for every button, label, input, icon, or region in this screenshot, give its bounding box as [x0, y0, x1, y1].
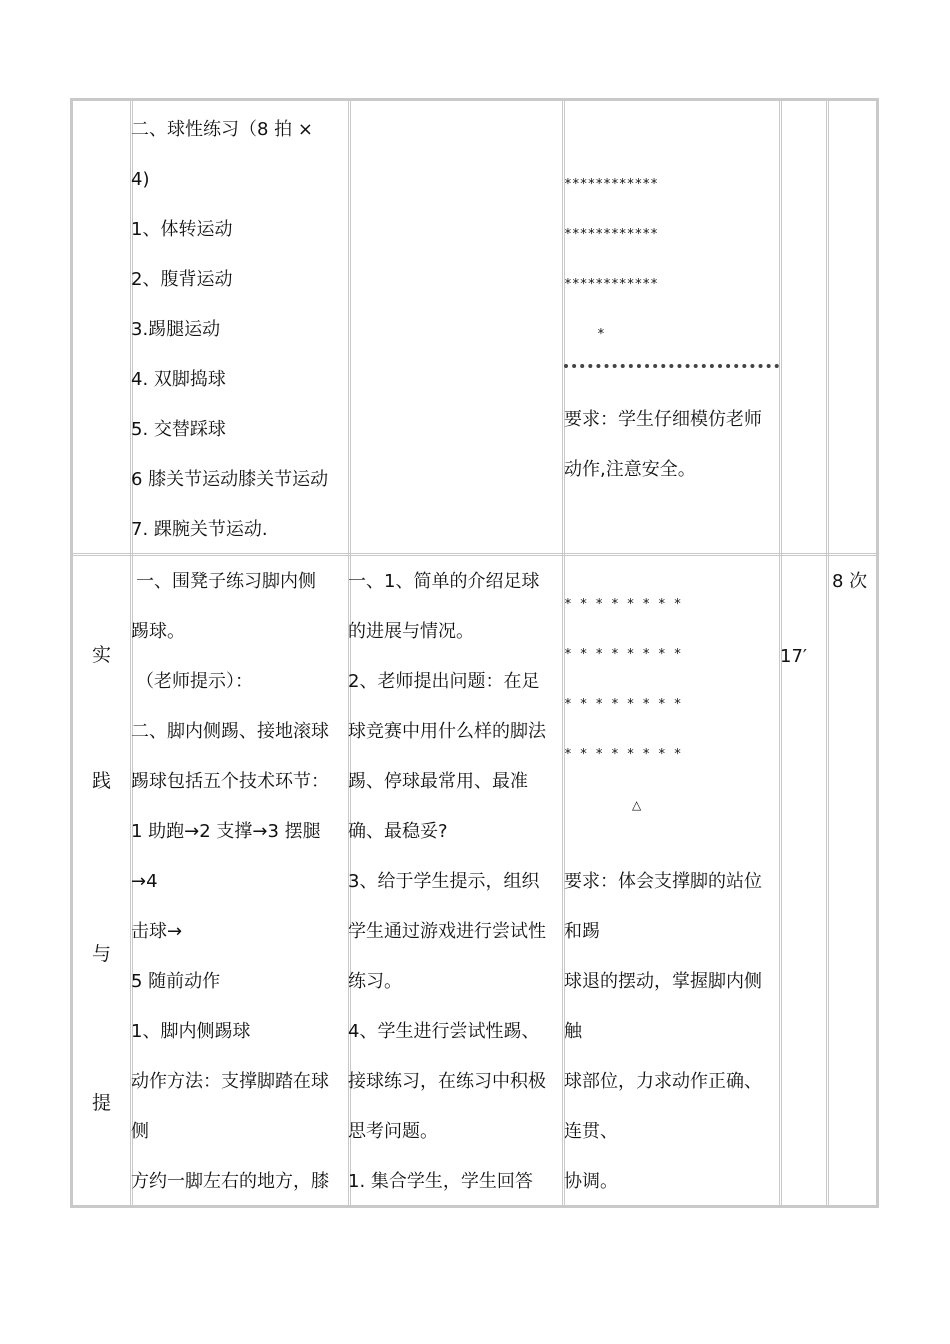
teacher-line: 的进展与情况。 — [348, 621, 474, 642]
content-line: 方约一脚左右的地方，膝 — [131, 1171, 329, 1192]
content-line: 1、脚内侧踢球 — [131, 1021, 251, 1042]
row1-formation — [564, 160, 658, 360]
teacher-line: 2、老师提出问题：在足 — [348, 671, 540, 692]
requirement-line: 球退的摆动，掌握脚内侧 — [564, 971, 762, 992]
teacher-marker: * — [597, 327, 605, 342]
requirement-line: 球部位，力求动作正确、 — [564, 1071, 762, 1092]
dotted-separator — [564, 364, 779, 368]
content-line: 7. 踝腕关节运动. — [131, 519, 268, 540]
teacher-marker-triangle: △ — [632, 798, 642, 812]
content-line: 1、体转运动 — [131, 219, 233, 240]
section-label-char: 与 — [92, 943, 112, 965]
requirement-line: 要求：学生仔细模仿老师 — [564, 409, 762, 430]
content-line: 5 随前动作 — [131, 971, 221, 992]
content-line: 5. 交替踩球 — [131, 419, 226, 440]
column-divider — [826, 101, 829, 1205]
teacher-line: 4、学生进行尝试性踢、 — [348, 1021, 540, 1042]
requirement-line: 要求：体会支撑脚的站位 — [564, 871, 762, 892]
formation-row: ************ — [564, 277, 658, 292]
time-value: 17′ — [780, 646, 807, 667]
content-line: 侧 — [131, 1121, 149, 1142]
row1-content — [131, 105, 328, 555]
content-line: 动作方法：支撑脚踏在球 — [131, 1071, 329, 1092]
teacher-line: 1. 集合学生，学生回答 — [348, 1171, 533, 1192]
teacher-line: 确、最稳妥? — [348, 821, 448, 842]
content-line: →4 — [131, 871, 158, 892]
teacher-line: 学生通过游戏进行尝试性 — [348, 921, 546, 942]
content-line: （老师提示）： — [136, 671, 253, 692]
content-line: 二、脚内侧踢、接地滚球 — [131, 721, 329, 742]
formation-row: * * * * * * * * — [564, 697, 682, 712]
content-line: 1 助跑→2 支撑→3 摆腿 — [131, 821, 321, 842]
formation-row: * * * * * * * * — [564, 747, 682, 762]
content-line: 击球→ — [131, 921, 183, 942]
teacher-line: 练习。 — [348, 971, 402, 992]
teacher-line: 思考问题。 — [348, 1121, 438, 1142]
formation-row: * * * * * * * * — [564, 597, 682, 612]
section-label-char: 实 — [92, 644, 112, 666]
count-value: 8 次 — [832, 571, 868, 592]
requirement-line: 和踢 — [564, 921, 600, 942]
teacher-line: 踢、停球最常用、最准 — [348, 771, 528, 792]
content-line: 踢球。 — [131, 621, 185, 642]
section-label-char: 践 — [92, 770, 112, 792]
teacher-line: 3、给于学生提示，组织 — [348, 871, 540, 892]
row2-teacher-activity — [348, 557, 546, 1207]
requirement-line: 协调。 — [564, 1171, 618, 1192]
content-line: 一、围凳子练习脚内侧 — [136, 571, 316, 592]
requirement-line: 动作,注意安全。 — [564, 459, 696, 480]
content-line: 踢球包括五个技术环节： — [131, 771, 329, 792]
row2-requirement — [564, 857, 762, 1207]
content-line: 6 膝关节运动膝关节运动 — [131, 469, 329, 490]
formation-row: ************ — [564, 177, 658, 192]
teacher-line: 球竞赛中用什么样的脚法 — [348, 721, 546, 742]
formation-row: * * * * * * * * — [564, 647, 682, 662]
row2-content — [131, 557, 329, 1207]
row2-formation — [564, 580, 681, 780]
requirement-line: 触 — [564, 1021, 582, 1042]
content-line: 二、球性练习（8 拍 × — [131, 119, 313, 140]
teacher-line: 接球练习，在练习中积极 — [348, 1071, 546, 1092]
section-label-char: 提 — [92, 1092, 112, 1114]
formation-row: ************ — [564, 227, 658, 242]
teacher-line: 一、1、简单的介绍足球 — [348, 571, 540, 592]
row1-requirement — [564, 395, 762, 495]
requirement-line: 连贯、 — [564, 1121, 618, 1142]
content-line: 2、腹背运动 — [131, 269, 233, 290]
content-line: 3.踢腿运动 — [131, 319, 221, 340]
content-line: 4. 双脚捣球 — [131, 369, 226, 390]
content-line: 4) — [131, 169, 150, 190]
